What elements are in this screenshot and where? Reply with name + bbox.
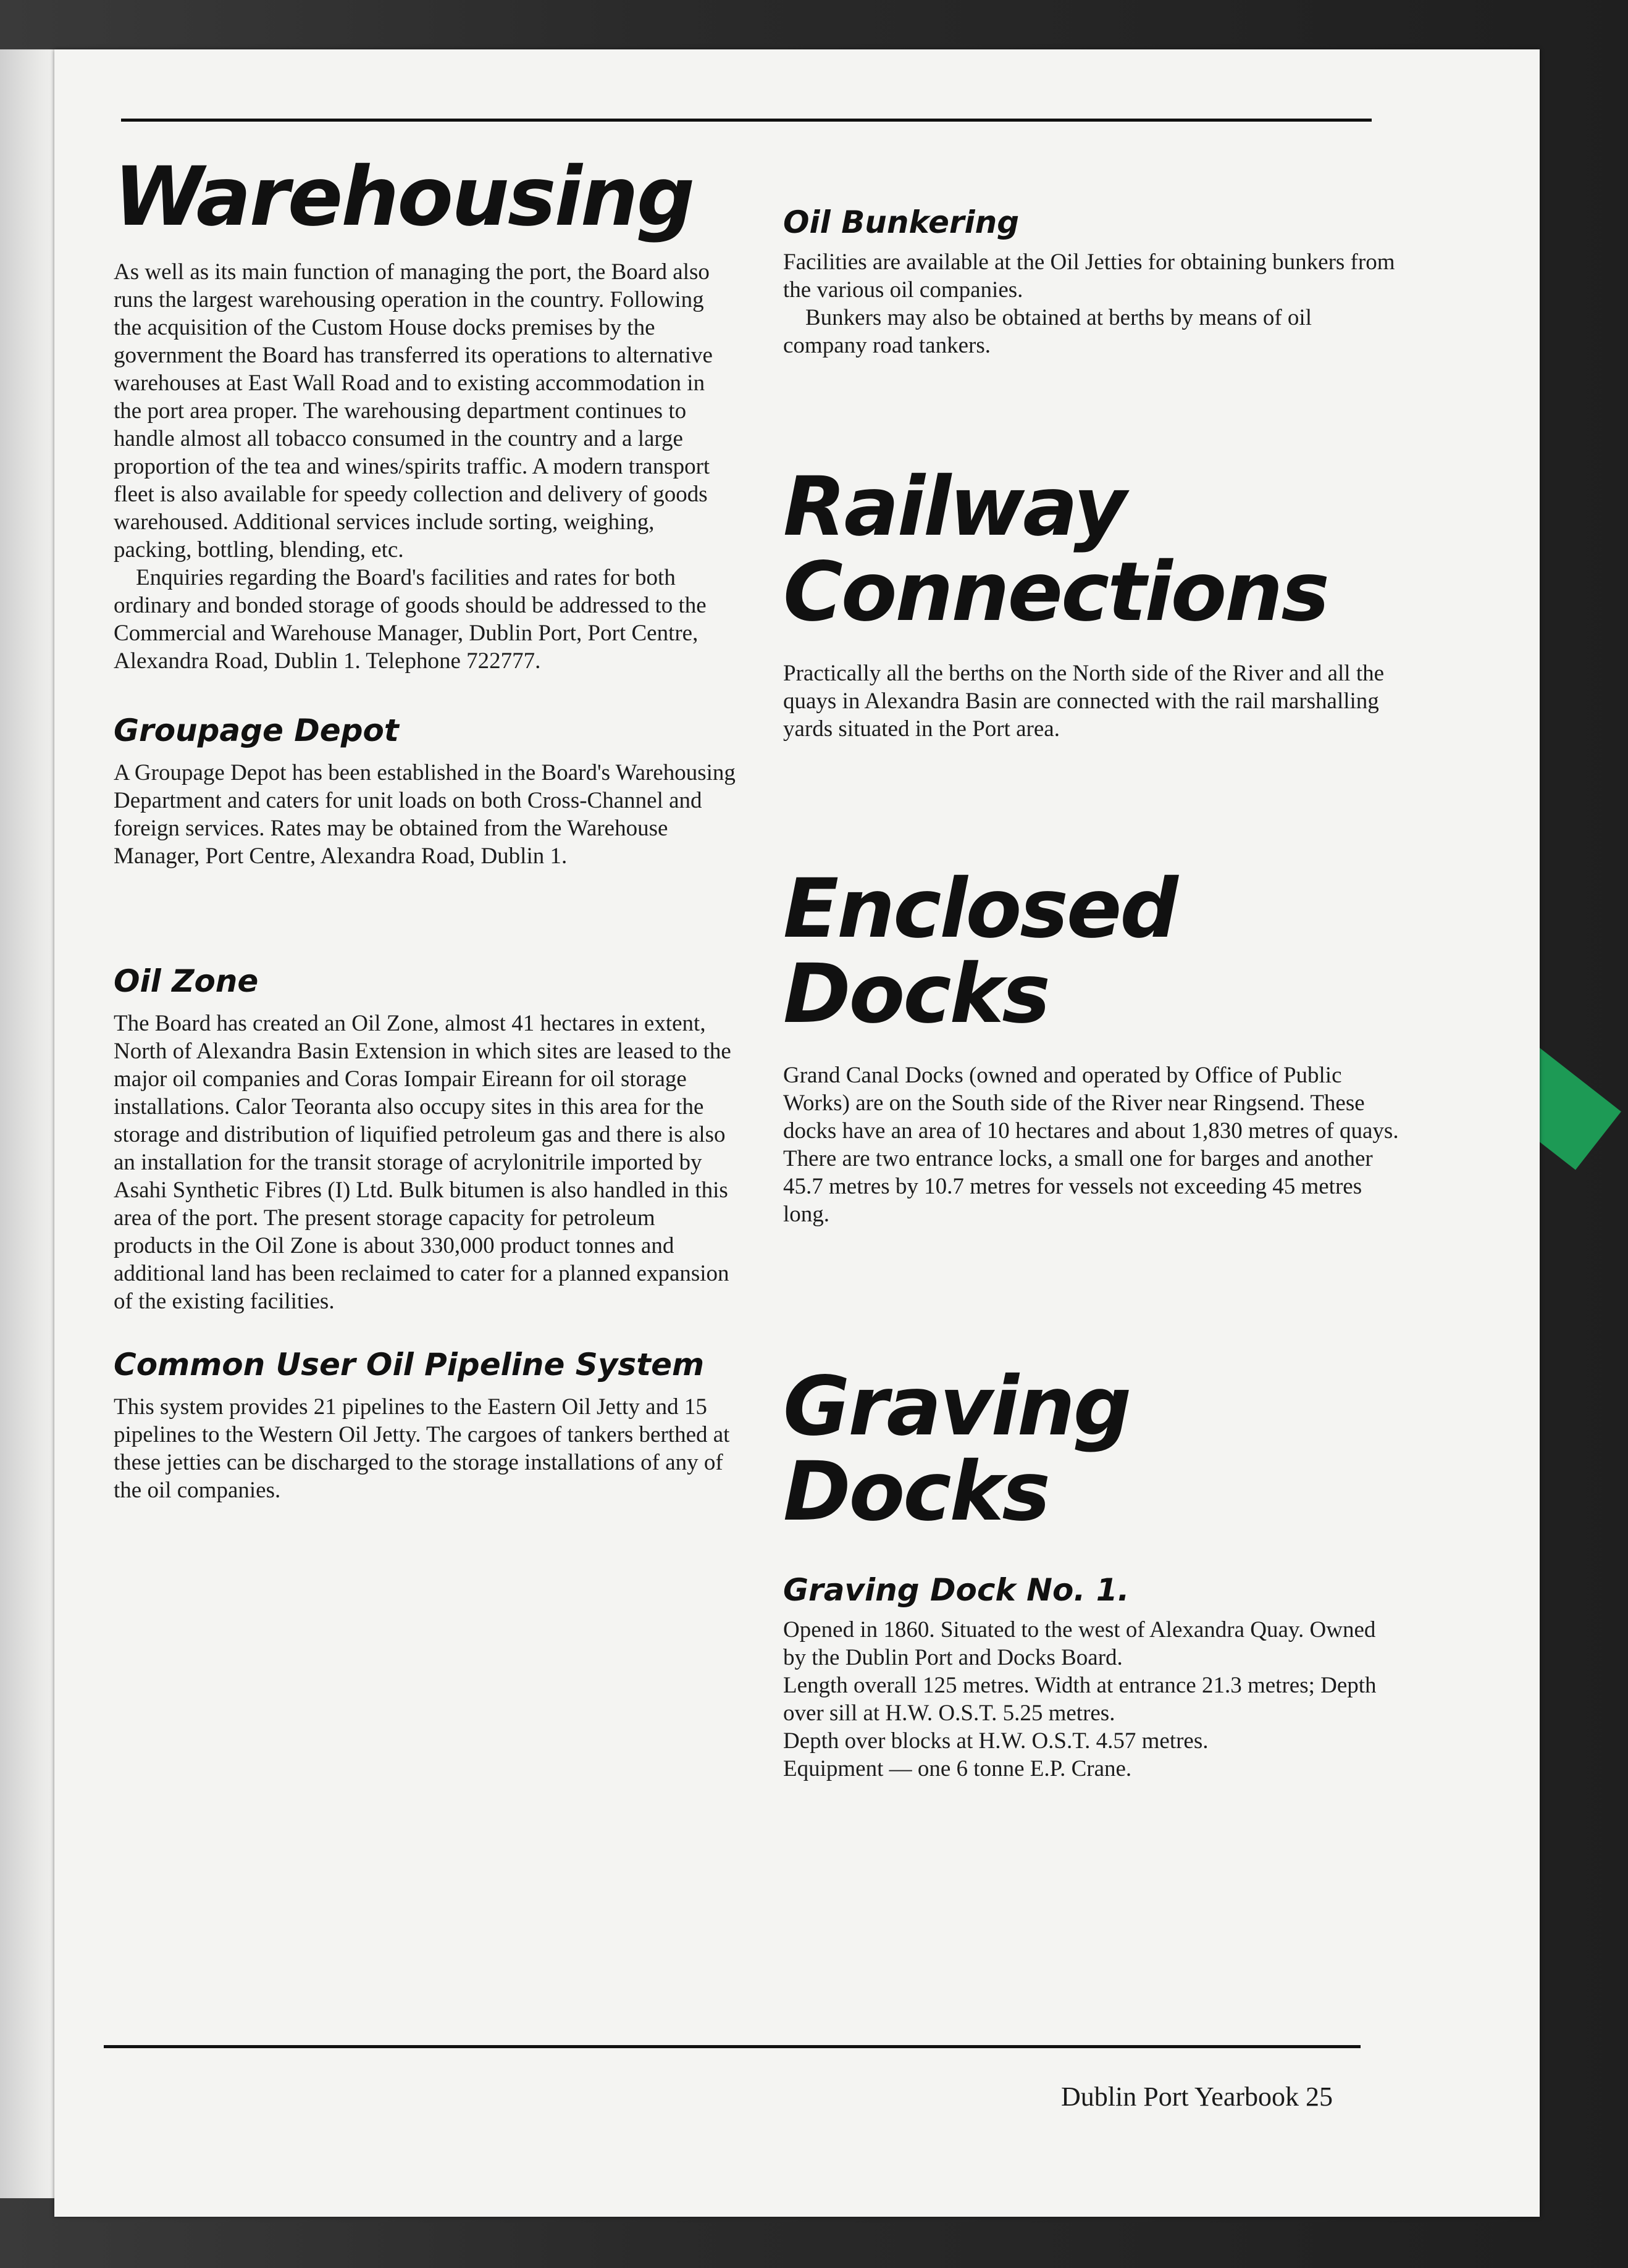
left-column (114, 149, 737, 1504)
graving-dock-1-equipment: Equipment — one 6 tonne E.P. Crane. (783, 1756, 1132, 1781)
pipeline-paragraph: This system provides 21 pipelines to the Eastern Oil Jetty and 15 pipelines to the Western Oil Jetty. The cargoes of tankers berthed at these jetties can be discharged to the storage installations of any of the oil companies. (114, 1394, 730, 1503)
railway-paragraph: Practically all the berths on the North side of the River and all the quays in Alexandra Basin are connected with the rail marshalling yards situated in the Port area. (783, 661, 1385, 742)
graving-dock-1-heading: Graving Dock No. 1. (783, 1572, 1130, 1608)
warehousing-enquiries-paragraph: Enquiries regarding the Board's facilities and rates for both ordinary and bonded storage of goods should be addressed to the Commercial and Warehouse Manager, Dublin Port, Port Centre, Alexandra Road, Dublin 1. Telephone 722777. (114, 565, 707, 674)
bottom-rule (104, 2045, 1361, 2048)
oil-zone-paragraph: The Board has created an Oil Zone, almost 41 hectares in extent, North of Alexandra Basin Extension in which sites are leased to the major oil companies and Coras Iompair Eireann for oil storage installations. Calor Teoranta also occupy sites in this area for the storage and distribution of liquified petroleum gas and there is also an installation for the transit storage of acrylonitrile imported by Asahi Synthetic Fibres (I) Ltd. Bulk bitumen is also handled in this area of the port. The present storage capacity for petroleum products in the Oil Zone is about 330,000 product tonnes and additional land has been reclaimed to cater for a planned expansion of the existing facilities. (114, 1011, 731, 1314)
graving-heading-line-2: Docks (783, 1444, 1049, 1539)
oil-bunkering-paragraph-2: Bunkers may also be obtained at berths by means of oil company road tankers. (783, 305, 1312, 358)
page-footer: Dublin Port Yearbook 25 (1061, 2082, 1333, 2112)
oil-bunkering-heading: Oil Bunkering (783, 204, 1020, 240)
enclosed-heading-line-1: Enclosed (783, 861, 1177, 956)
groupage-paragraph: A Groupage Depot has been established in the Board's Warehousing Department and caters for unit loads on both Cross-Channel and foreign services. Rates may be obtained from the Warehouse Manager, Port Centre, Alexandra Road, Dublin 1. (114, 760, 736, 869)
groupage-heading: Groupage Depot (114, 713, 399, 748)
railway-heading-line-2: Connections (783, 545, 1328, 640)
right-column (783, 154, 1401, 1783)
oil-zone-heading: Oil Zone (114, 963, 259, 999)
railway-heading-line-1: Railway (783, 459, 1125, 554)
page-fold-edge (0, 49, 57, 2198)
graving-dock-1-depth: Depth over blocks at H.W. O.S.T. 4.57 metres. (783, 1728, 1209, 1754)
warehousing-heading: Warehousing (114, 149, 694, 245)
oil-bunkering-paragraph: Facilities are available at the Oil Jetties for obtaining bunkers from the various oil companies. (783, 249, 1395, 303)
enclosed-heading-line-2: Docks (783, 947, 1049, 1042)
top-rule (121, 119, 1372, 122)
pipeline-heading: Common User Oil Pipeline System (114, 1347, 705, 1383)
graving-dock-1-dimensions: Length overall 125 metres. Width at entrance 21.3 metres; Depth over sill at H.W. O.S.T. 5.25 metres. (783, 1673, 1377, 1726)
graving-heading-line-1: Graving (783, 1359, 1130, 1454)
enclosed-paragraph: Grand Canal Docks (owned and operated by Office of Public Works) are on the South side of the River near Ringsend. These docks have an area of 10 hectares and about 1,830 metres of quays. There are two entrance locks, a small one for barges and another 45.7 metres by 10.7 metres for vessels not exceeding 45 metres long. (783, 1063, 1399, 1227)
graving-dock-1-paragraph: Opened in 1860. Situated to the west of Alexandra Quay. Owned by the Dublin Port and Docks Board. (783, 1617, 1376, 1670)
warehousing-paragraph: As well as its main function of managing the port, the Board also runs the largest warehousing operation in the country. Following the acquisition of the Custom House docks premises by the government the Board has transferred its operations to alternative warehouses at East Wall Road and to existing accommodation in the port area proper. The warehousing department continues to handle almost all tobacco consumed in the country and a large proportion of the tea and wines/spirits traffic. A modern transport fleet is also available for speedy collection and delivery of goods warehoused. Additional services include sorting, weighing, packing, bottling, blending, etc. (114, 259, 713, 563)
